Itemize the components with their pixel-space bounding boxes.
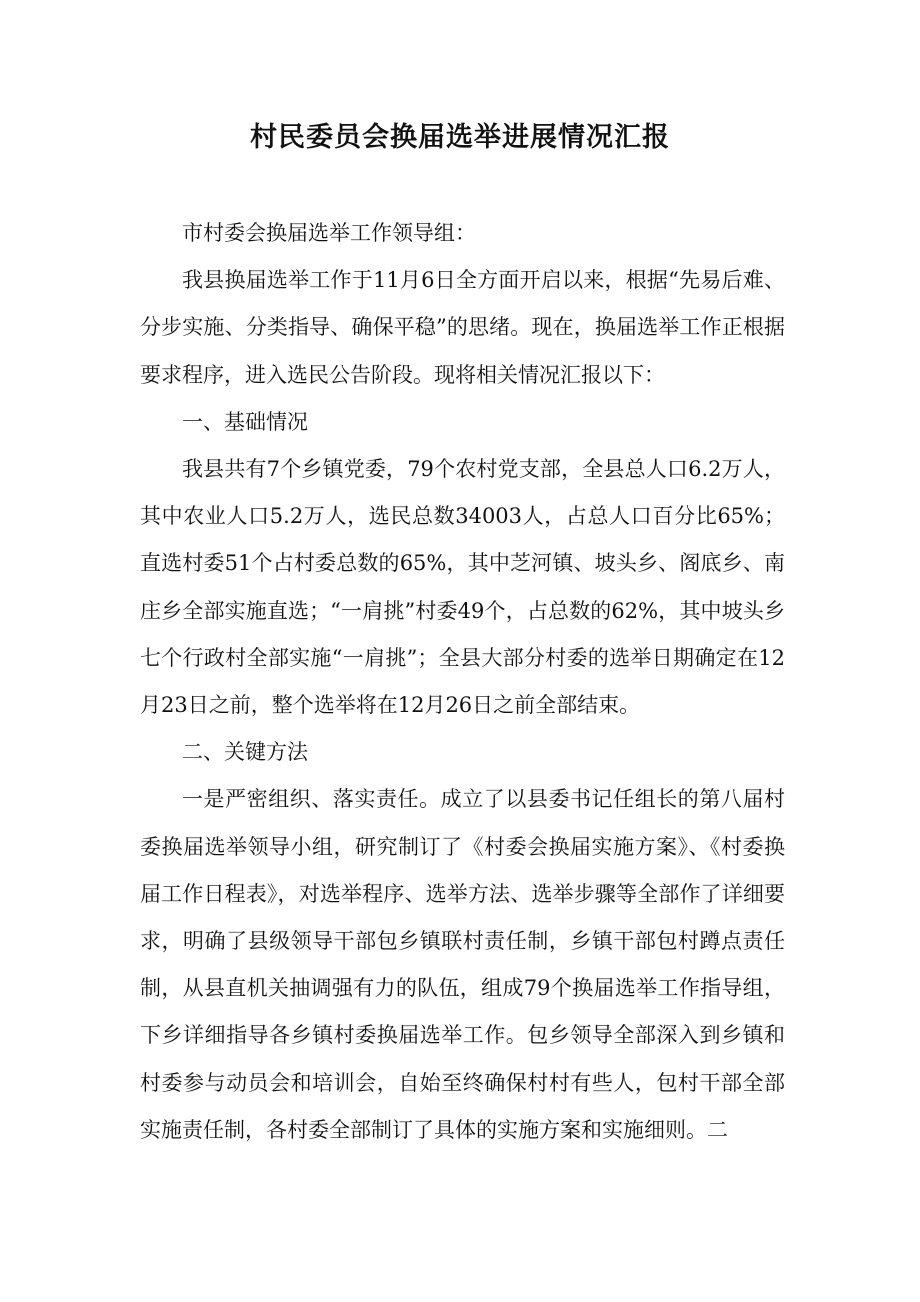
document-title: 村民委员会换届选举进展情况汇报 — [250, 122, 670, 153]
section-heading-key-methods: 二、关键方法 — [182, 740, 308, 765]
key-methods-paragraph: 一是严密组织、落实责任。成立了以县委书记任组长的第八届村委换届选举领导小组，研究制订了《村委会换届实施方案》、《村委换届工作日程表》，对选举程序、选举方法、选举步骤等全部作了详细要求，明确了县级领导干部包乡镇联村责任制，乡镇干部包村蹲点责任制，从县直机关抽调强有力的队伍，组成79个换届选举工作指导组，下乡详细指导各乡镇村委换届选举工作。包乡领导全部深入到乡镇和村委参与动员会和培训会，自始至终确保村村有些人，包村干部全部实施责任制，各村委全部制订了具体的实施方案和实施细则。二 — [140, 787, 785, 1142]
basic-situation-paragraph: 我县共有7个乡镇党委，79个农村党支部，全县总人口6.2万人，其中农业人口5.2万人，选民总数34003人，占总人口百分比65%；直选村委51个占村委总数的65%，其中芝河镇、坡头乡、阁底乡、南庄乡全部实施直选；“一肩挑”村委49个，占总数的62%，其中坡头乡七个行政村全部实施“一肩挑”；全县大部分村委的选举日期确定在12月23日之前，整个选举将在12月26日之前全部结束。 — [140, 457, 785, 718]
salutation-paragraph: 市村委会换届选举工作领导组： — [182, 221, 476, 245]
section-heading-basic-situation: 一、基础情况 — [182, 409, 308, 434]
document-body — [140, 210, 785, 1154]
intro-paragraph: 我县换届选举工作于11月6日全方面开启以来，根据“先易后难、分步实施、分类指导、确保平稳”的思绪。现在，换届选举工作正根据要求程序，进入选民公告阶段。现将相关情况汇报以下： — [140, 268, 785, 387]
